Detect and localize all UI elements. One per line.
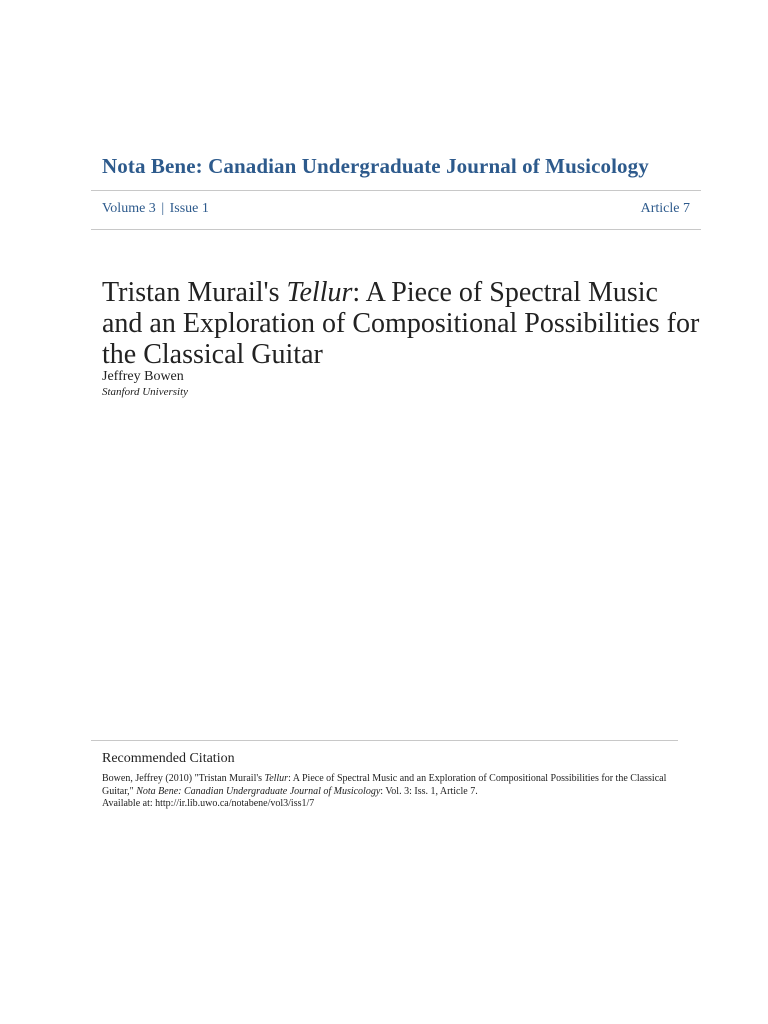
citation-available-label: Available at:	[102, 798, 156, 809]
citation-text	[102, 773, 672, 811]
citation-part3: : Vol. 3: Iss. 1, Article 7.	[380, 785, 478, 797]
citation-part2: : A Piece of Spectral Music and an Exploration of Compositional Possibilities for the Classical Guitar,"	[102, 773, 667, 797]
journal-title[interactable]: Nota Bene: Canadian Undergraduate Journal of Musicology	[102, 154, 649, 178]
article-number-link[interactable]: Article 7	[640, 201, 690, 216]
article-title-prefix: Tristan Murail's	[102, 276, 287, 308]
divider-citation	[91, 740, 678, 741]
citation-part1: Bowen, Jeffrey (2010) "Tristan Murail's	[102, 773, 265, 784]
volume-issue-line	[102, 201, 209, 217]
citation-journal: Nota Bene: Canadian Undergraduate Journal of Musicology	[136, 785, 381, 797]
volume-link[interactable]: Volume 3	[102, 201, 156, 216]
citation-url[interactable]: http://ir.lib.uwo.ca/notabene/vol3/iss1/7	[155, 798, 315, 809]
issue-link[interactable]: Issue 1	[169, 201, 209, 216]
citation-part1-italic: Tellur	[264, 773, 289, 784]
article-title-italic: Tellur	[286, 276, 353, 308]
article-title	[102, 277, 702, 370]
divider-top	[91, 190, 701, 191]
author-name: Jeffrey Bowen	[102, 369, 184, 384]
divider-mid	[91, 229, 701, 230]
volume-issue-separator: |	[161, 201, 165, 216]
article-title-suffix: : A Piece of Spectral Music and an Exploration of Compositional Possibilities for the Classical Guitar	[102, 276, 700, 370]
citation-heading: Recommended Citation	[102, 751, 235, 766]
author-affiliation: Stanford University	[102, 386, 189, 398]
